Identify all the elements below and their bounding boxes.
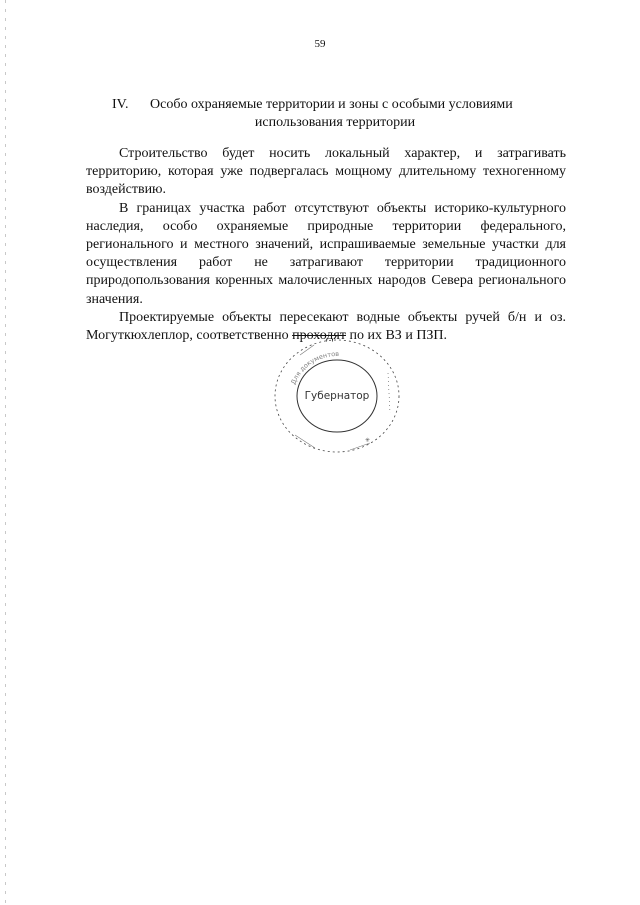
paragraph-2: В границах участка работ отсутствуют объекты историко-культурного наследия, особо охраняемые природные территории федерального, регионального и местного значений, испрашиваемые земельные участки для осуществления работ не затрагивают территории традиционного природопользования коренных малочисленных народов Севера регионального значения. (86, 200, 566, 307)
paragraph-3-text: Проектируемые объекты пересекают водные объекты ручей б/н и оз. Могуткюхлеплор, соответственно (86, 309, 566, 344)
body-text (86, 145, 566, 345)
section-number: IV. (112, 97, 129, 112)
seal-side-mark (388, 373, 390, 413)
seal-outer-text: Для документов (289, 349, 340, 386)
seal-hatch-bottom-1 (295, 435, 315, 448)
paragraph-3-end: по их ВЗ и ПЗП. (349, 328, 448, 344)
page-number: 59 (314, 38, 326, 50)
struck-word: проходят (292, 328, 346, 344)
scan-edge (5, 0, 6, 905)
section-title-line-1: Особо охраняемые территории и зоны с особыми условиями (150, 97, 513, 112)
seal-label: Губернатор (304, 390, 370, 402)
official-seal (270, 333, 405, 458)
seal-hatch-bottom-2 (350, 443, 370, 450)
seal-star: ✳ (365, 438, 371, 444)
section-title-line-2: использования территории (254, 115, 416, 130)
paragraph-1: Строительство будет носить локальный характер, и затрагивать территорию, которая уже подвергалась мощному длительному техногенному воздействию. (86, 146, 566, 198)
